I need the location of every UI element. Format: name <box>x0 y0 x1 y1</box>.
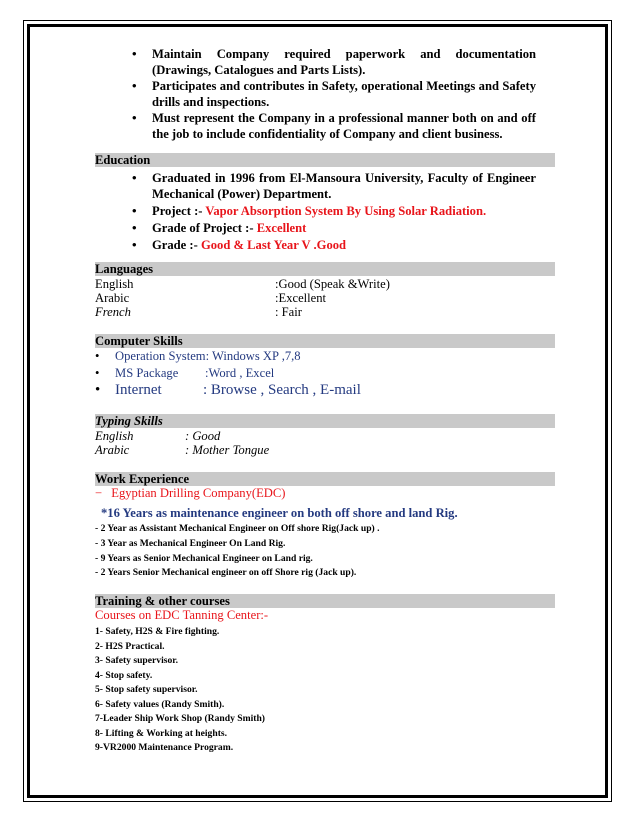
company-name <box>95 486 285 501</box>
skill-label: MS Package <box>115 366 179 380</box>
language-name: English <box>95 277 134 291</box>
typing-language: English <box>95 429 134 443</box>
education-heading: Education <box>95 153 555 167</box>
bullet-icon: • <box>95 349 100 363</box>
skill-label: Internet <box>115 382 162 398</box>
list-item: • Must represent the Company in a professional manner both on and off the job to include confidentiality of Company and client business. <box>132 110 536 142</box>
experience-item: - 2 Year as Assistant Mechanical Engineer on Off shore Rig(Jack up) . <box>95 523 380 534</box>
work-experience-heading: Work Experience <box>95 472 555 486</box>
education-list <box>132 170 536 253</box>
course-item: 7-Leader Ship Work Shop (Randy Smith) <box>95 713 265 724</box>
skill-value: :Word , Excel <box>205 366 275 380</box>
language-level: :Excellent <box>275 291 327 305</box>
experience-item: - 9 Years as Senior Mechanical Engineer on Land rig. <box>95 553 313 564</box>
experience-item: - 3 Year as Mechanical Engineer On Land Rig. <box>95 538 286 549</box>
grade-label: Grade :- <box>152 238 198 252</box>
computer-skills-heading: Computer Skills <box>95 334 555 348</box>
course-item: 9-VR2000 Maintenance Program. <box>95 742 234 753</box>
course-item: 1- Safety, H2S & Fire fighting. <box>95 626 220 637</box>
dash-icon: − <box>95 486 103 500</box>
list-item <box>132 203 536 219</box>
company-text: Egyptian Drilling Company(EDC) <box>111 486 286 500</box>
experience-item: - 2 Years Senior Mechanical engineer on off Shore rig (Jack up). <box>95 567 357 578</box>
course-item: 8- Lifting & Working at heights. <box>95 728 228 739</box>
typing-language: Arabic <box>95 443 130 457</box>
language-level: :Good (Speak &Write) <box>275 277 390 291</box>
language-name: Arabic <box>95 291 130 305</box>
list-item: • Participates and contributes in Safety, operational Meetings and Safety drills and inspections. <box>132 78 536 110</box>
list-item: • Maintain Company required paperwork and documentation (Drawings, Catalogues and Parts Lists). <box>132 46 536 78</box>
language-level: : Fair <box>275 305 302 319</box>
project-label: Project :- <box>152 204 203 218</box>
language-name: French <box>95 305 131 319</box>
course-item: 4- Stop safety. <box>95 670 153 681</box>
training-heading: Training & other courses <box>95 594 555 608</box>
bullet-icon: • <box>95 366 100 380</box>
project-value: Vapor Absorption System By Using Solar Radiation. <box>205 204 487 218</box>
responsibilities-list <box>132 46 536 142</box>
grade-project-label: Grade of Project :- <box>152 221 254 235</box>
course-item: 3- Safety supervisor. <box>95 655 179 666</box>
grade-project-value: Excellent <box>256 221 307 235</box>
list-item: • Graduated in 1996 from El-Mansoura University, Faculty of Engineer Mechanical (Power) Department. <box>132 170 536 202</box>
course-item: 5- Stop safety supervisor. <box>95 684 198 695</box>
list-item <box>132 220 536 236</box>
experience-summary: *16 Years as maintenance engineer on both off shore and land Rig. <box>101 506 458 520</box>
list-item <box>132 237 536 253</box>
skill-value: : Browse , Search , E-mail <box>203 382 361 398</box>
typing-level: : Mother Tongue <box>185 443 270 457</box>
languages-heading: Languages <box>95 262 555 276</box>
typing-skills-heading: Typing Skills <box>95 414 555 428</box>
typing-level: : Good <box>185 429 221 443</box>
training-subheading: Courses on EDC Tanning Center:- <box>95 608 269 622</box>
bullet-icon: • <box>95 382 101 398</box>
course-item: 2- H2S Practical. <box>95 641 165 652</box>
grade-value: Good & Last Year V .Good <box>200 238 347 252</box>
course-item: 6- Safety values (Randy Smith). <box>95 699 225 710</box>
skill-label: Operation System: Windows XP ,7,8 <box>115 349 301 363</box>
